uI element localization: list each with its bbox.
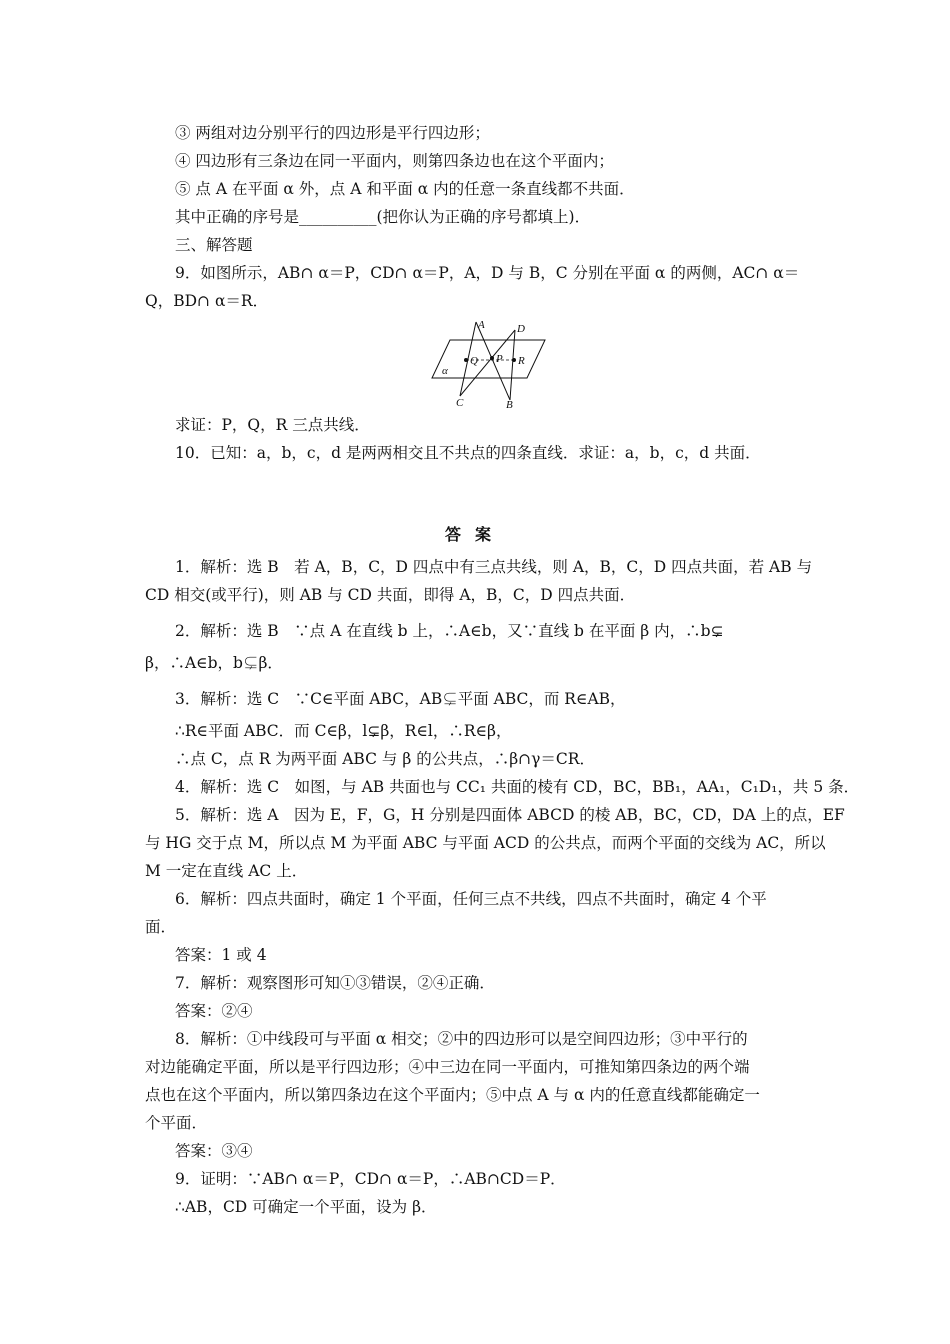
answer-line: 5．解析：选 A 因为 E，F，G，H 分别是四面体 ABCD 的棱 AB，BC，CD，DA 上的点，EF (175, 806, 845, 824)
answer-line: β，∴A∈b，b⊊β． (145, 654, 283, 672)
answer-line: 与 HG 交于点 M，所以点 M 为平面 ABC 与平面 ACD 的公共点，而两个平面的交线为 AC，所以 (145, 834, 826, 852)
answer-line: 2．解析：选 B ∵点 A 在直线 b 上，∴A∈b，又∵直线 b 在平面 β 内，∴b⊊ (175, 622, 724, 640)
answer-line: 个平面． (145, 1114, 208, 1132)
question-10: 10．已知：a，b，c，d 是两两相交且不共点的四条直线．求证：a，b，c，d 共面． (175, 444, 761, 462)
answer-line: ∴点 C，点 R 为两平面 ABC 与 β 的公共点，∴β∩γ＝CR． (175, 750, 595, 768)
plane-intersection-diagram (430, 318, 550, 408)
label-a: A (478, 319, 485, 331)
answer-line: 答案：1 或 4 (175, 946, 267, 964)
answer-line: 答案：③④ (175, 1142, 253, 1160)
answer-line: 1．解析：选 B 若 A，B，C，D 四点中有三点共线，则 A，B，C，D 四点共面，若 AB 与 (175, 558, 813, 576)
label-r: R (518, 355, 525, 367)
point-p (490, 356, 494, 360)
answer-line: 9．证明：∵AB∩ α＝P，CD∩ α＝P，∴AB∩CD＝P． (175, 1170, 566, 1188)
label-b: B (506, 399, 513, 408)
point-r (512, 358, 516, 362)
answer-line: 6．解析：四点共面时，确定 1 个平面，任何三点不共线，四点不共面时，确定 4 个平 (175, 890, 767, 908)
label-alpha: α (442, 365, 448, 377)
answer-line: 对边能确定平面，所以是平行四边形；④中三边在同一平面内，可推知第四条边的两个端 (145, 1058, 750, 1076)
answer-line: 7．解析：观察图形可知①③错误，②④正确． (175, 974, 495, 992)
line-ab (476, 322, 510, 400)
answer-line: 8．解析：①中线段可与平面 α 相交；②中的四边形可以是空间四边形；③中平行的 (175, 1030, 748, 1048)
answer-line: 4．解析：选 C 如图，与 AB 共面也与 CC₁ 共面的棱有 CD，BC，BB₁，AA₁，C₁D₁，共 5 条． (175, 778, 860, 796)
answer-line: M 一定在直线 AC 上． (145, 862, 308, 880)
answer-line: 面． (145, 918, 177, 936)
label-q: Q (470, 355, 478, 367)
question-9-prove: 求证：P，Q，R 三点共线． (175, 416, 370, 434)
answer-line: ∴R∈平面 ABC．而 C∈β，l⊊β，R∈l，∴R∈β， (175, 722, 512, 740)
statement-item-3: ③ 两组对边分别平行的四边形是平行四边形； (175, 124, 490, 142)
label-c: C (456, 397, 464, 408)
answer-line: CD 相交(或平行)，则 AB 与 CD 共面，即得 A，B，C，D 四点共面． (145, 586, 636, 604)
question-9-line-1: 9．如图所示，AB∩ α＝P，CD∩ α＝P，A，D 与 B，C 分别在平面 α 的两侧，AC∩ α＝ (175, 264, 800, 282)
question-9-line-2: Q，BD∩ α＝R． (145, 292, 269, 310)
answer-line: ∴AB，CD 可确定一个平面，设为 β． (175, 1198, 437, 1216)
plane-alpha-shape (432, 340, 545, 378)
answer-line: 3．解析：选 C ∵C∈平面 ABC，AB⊊平面 ABC，而 R∈AB， (175, 690, 626, 708)
statement-item-5: ⑤ 点 A 在平面 α 外，点 A 和平面 α 内的任意一条直线都不共面． (175, 180, 635, 198)
point-q (464, 358, 468, 362)
section-heading: 三、解答题 (175, 236, 253, 254)
fill-in-prompt: 其中正确的序号是__________(把你认为正确的序号都填上)． (175, 208, 591, 226)
label-d: D (517, 323, 525, 335)
geometry-figure (430, 318, 550, 408)
answers-title: 答案 (444, 525, 505, 544)
answer-line: 答案：②④ (175, 1002, 253, 1020)
label-p: P (496, 353, 503, 365)
statement-item-4: ④ 四边形有三条边在同一平面内，则第四条边也在这个平面内； (175, 152, 614, 170)
answer-line: 点也在这个平面内，所以第四条边在这个平面内；⑤中点 A 与 α 内的任意直线都能确定一 (145, 1086, 760, 1104)
